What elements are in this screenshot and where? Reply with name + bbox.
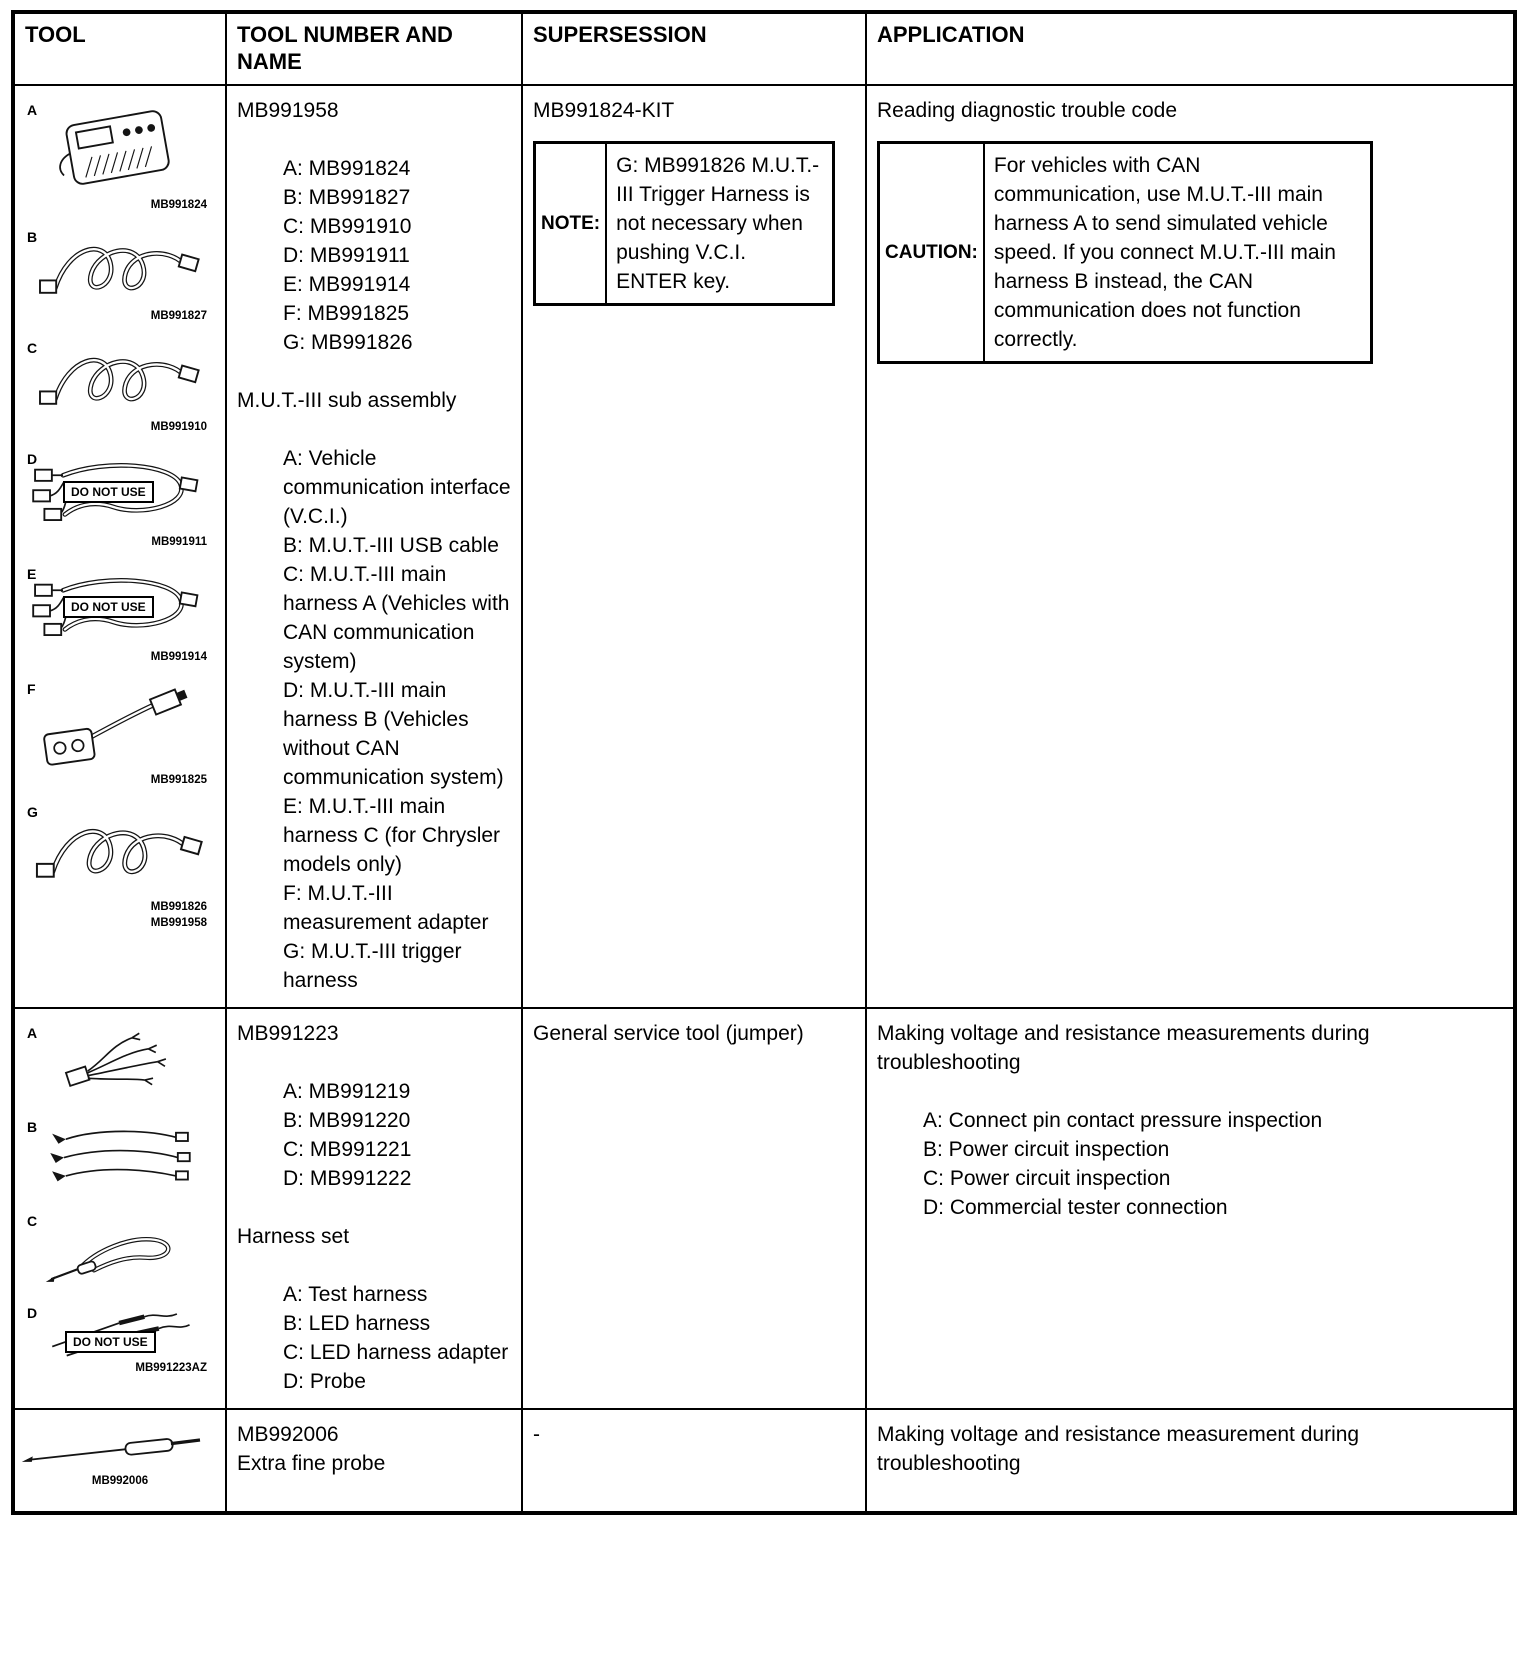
tool-part-number: MB991223AZ	[135, 1362, 207, 1374]
tool-figure-trigger-harness	[17, 804, 223, 931]
tool-part-number: MB991825	[150, 774, 207, 786]
tool-letter: D	[27, 1305, 38, 1321]
part-list-item: E: MB991914	[283, 273, 411, 296]
caution-box	[877, 141, 1373, 364]
part-list-item: A: MB991824	[283, 157, 411, 180]
part-list-item: D: MB991911	[283, 244, 410, 267]
column-header-tool-number: TOOL NUMBER AND NAME	[226, 12, 522, 85]
column-header-tool: TOOL	[13, 12, 226, 85]
tool-kit-number: MB991958	[150, 917, 207, 929]
table-row-fine-probe	[13, 1409, 1515, 1513]
tool-letter: E	[27, 566, 37, 582]
part-list-item: B: MB991220	[283, 1109, 411, 1132]
part-description: B: M.U.T.-III USB cable	[283, 534, 499, 557]
part-description: A: Test harness	[283, 1283, 428, 1306]
caution-text: For vehicles with CAN communication, use M.U.T.-III main harness A to send simulated vehicle speed. If you connect M.U.T.-III main harness B instead, the CAN communication does not function correctly.	[993, 154, 1336, 351]
vci-device-icon	[42, 102, 198, 198]
part-list-item: D: MB991222	[283, 1167, 412, 1190]
cell-tool-figures	[13, 1008, 226, 1409]
tool-part-number: MB991827	[150, 310, 207, 322]
assembly-title: M.U.T.-III sub assembly	[237, 389, 457, 412]
application-list-item: D: Commercial tester connection	[923, 1196, 1228, 1219]
cell-supersession	[522, 1008, 866, 1409]
application-list-item: C: Power circuit inspection	[923, 1167, 1171, 1190]
tool-part-number: MB992006	[91, 1475, 149, 1487]
cell-tool-number-name	[226, 1409, 522, 1513]
tool-figure-fine-probe	[17, 1426, 223, 1489]
part-number-title: MB992006	[237, 1423, 339, 1446]
special-tools-table	[11, 10, 1517, 1515]
tool-letter: G	[27, 804, 38, 820]
cell-supersession	[522, 1409, 866, 1513]
coiled-cable-icon	[34, 340, 206, 420]
application-text: Reading diagnostic trouble code	[877, 99, 1178, 122]
tool-figure-vci	[17, 102, 223, 213]
part-list-item: B: MB991827	[283, 186, 411, 209]
part-list-item: C: MB991221	[283, 1138, 412, 1161]
cell-tool-figures	[13, 1409, 226, 1513]
tool-letter: A	[27, 102, 38, 118]
caution-label: CAUTION:	[880, 144, 985, 361]
note-label: NOTE:	[536, 144, 607, 303]
cell-tool-figures	[13, 85, 226, 1008]
tool-part-number: MB991910	[150, 421, 207, 433]
tool-figure-led-harness	[17, 1119, 223, 1197]
tool-part-number: MB991914	[150, 651, 207, 663]
cell-tool-number-name	[226, 1008, 522, 1409]
column-header-supersession: SUPERSESSION	[522, 12, 866, 85]
tool-letter: A	[27, 1025, 38, 1041]
tool-letter: B	[27, 229, 38, 245]
part-description: F: M.U.T.-III measurement adapter	[283, 882, 489, 934]
part-number-title: MB991223	[237, 1022, 339, 1045]
wire-fan-icon	[50, 1025, 190, 1103]
tool-part-number: MB991911	[151, 536, 207, 548]
part-list-item: C: MB991910	[283, 215, 412, 238]
part-list-item: A: MB991219	[283, 1080, 411, 1103]
supersession-text: General service tool (jumper)	[533, 1022, 804, 1045]
tool-figure-usb-cable	[17, 229, 223, 324]
note-text: G: MB991826 M.U.T.-III Trigger Harness is not necessary when pushing V.C.I. ENTER key.	[616, 154, 820, 293]
clip-cable-icon	[40, 1119, 200, 1197]
part-name: Extra fine probe	[237, 1452, 386, 1475]
coiled-cable-icon	[34, 229, 206, 309]
part-description: D: Probe	[283, 1370, 366, 1393]
tool-letter: C	[27, 340, 38, 356]
tool-figure-main-harness-c	[17, 566, 223, 665]
part-description: G: M.U.T.-III trigger harness	[283, 940, 462, 992]
cell-application	[866, 1008, 1515, 1409]
coiled-cable-icon	[31, 804, 209, 900]
part-list-item: F: MB991825	[283, 302, 410, 325]
assembly-title: Harness set	[237, 1225, 350, 1248]
tool-letter: B	[27, 1119, 38, 1135]
tool-part-number: MB991824	[150, 199, 207, 211]
tool-letter: F	[27, 681, 36, 697]
part-list-item: G: MB991826	[283, 331, 413, 354]
tool-part-number: MB991826	[150, 901, 207, 913]
tool-figure-measurement-adapter	[17, 681, 223, 788]
do-not-use-label: DO NOT USE	[63, 596, 154, 618]
supersession-text: MB991824-KIT	[533, 99, 675, 122]
cell-application	[866, 85, 1515, 1008]
column-header-application: APPLICATION	[866, 12, 1515, 85]
part-description: E: M.U.T.-III main harness C (for Chrysler models only)	[283, 795, 501, 876]
part-description: A: Vehicle communication interface (V.C.I.)	[283, 447, 511, 528]
tool-letter: C	[27, 1213, 38, 1229]
part-number-title: MB991958	[237, 99, 339, 122]
part-description: D: M.U.T.-III main harness B (Vehicles without CAN communication system)	[283, 679, 504, 789]
tool-figure-main-harness-b	[17, 451, 223, 550]
probe-cable-icon	[40, 1213, 200, 1289]
application-list-item: B: Power circuit inspection	[923, 1138, 1170, 1161]
cell-application	[866, 1409, 1515, 1513]
do-not-use-label: DO NOT USE	[63, 481, 154, 503]
application-list-item: A: Connect pin contact pressure inspection	[923, 1109, 1323, 1132]
cell-supersession	[522, 85, 866, 1008]
tool-figure-main-harness-a	[17, 340, 223, 435]
tool-figure-probe	[17, 1305, 223, 1376]
header-row	[13, 12, 1515, 85]
note-box	[533, 141, 835, 306]
tool-figure-test-harness	[17, 1025, 223, 1103]
application-text: Making voltage and resistance measurements during troubleshooting	[877, 1022, 1370, 1074]
tool-figure-led-harness-adapter	[17, 1213, 223, 1289]
adapter-cable-icon	[34, 681, 206, 773]
part-description: C: M.U.T.-III main harness A (Vehicles with CAN communication system)	[283, 563, 510, 673]
supersession-text: -	[533, 1423, 540, 1446]
table-row-harness-set	[13, 1008, 1515, 1409]
tool-letter: D	[27, 451, 38, 467]
fine-probe-icon	[20, 1426, 220, 1474]
do-not-use-label: DO NOT USE	[65, 1331, 156, 1353]
cell-tool-number-name	[226, 85, 522, 1008]
part-description: B: LED harness	[283, 1312, 431, 1335]
application-text: Making voltage and resistance measurement during troubleshooting	[877, 1423, 1360, 1475]
part-description: C: LED harness adapter	[283, 1341, 509, 1364]
table-row-mut3	[13, 85, 1515, 1008]
